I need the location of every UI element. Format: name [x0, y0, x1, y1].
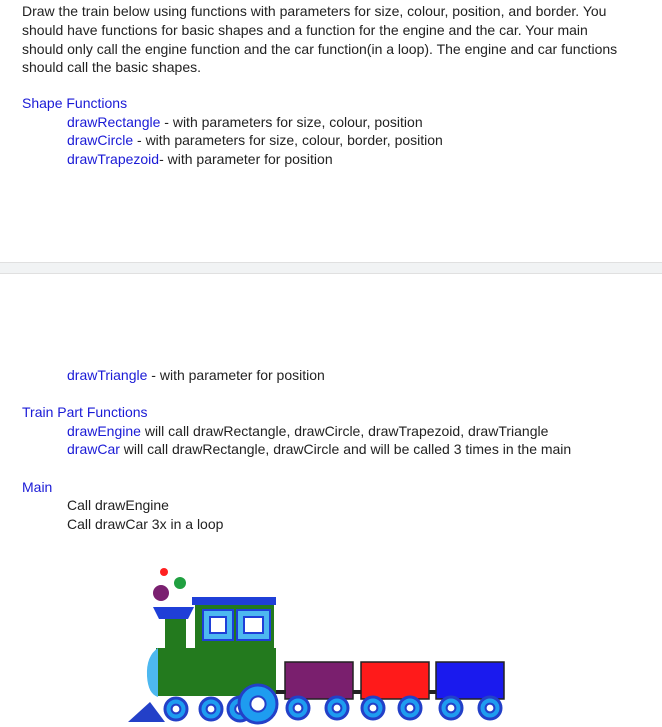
wheel-hub	[172, 705, 181, 714]
car-blue	[436, 662, 504, 699]
car-purple	[285, 662, 353, 699]
wheel-hub	[447, 704, 456, 713]
cow-catcher	[128, 702, 165, 722]
wheel-hub	[486, 704, 495, 713]
wheel-hub	[333, 704, 342, 713]
function-name: drawTrapezoid	[67, 151, 160, 167]
train-part-functions-heading: Train Part Functions	[22, 404, 148, 420]
document-page-1	[0, 0, 662, 262]
function-desc: - with parameters for size, colour, border, position	[133, 132, 443, 148]
coupling-2	[353, 690, 361, 694]
document-page-2	[0, 274, 662, 727]
wheel-hub	[369, 704, 378, 713]
wheel-hub	[294, 704, 303, 713]
smoke-puff-red	[160, 568, 168, 576]
function-name: drawCircle	[67, 132, 134, 148]
smoke-puffs	[153, 568, 186, 601]
shape-item-draw-trapezoid	[67, 150, 333, 169]
main-item-call-car: Call drawCar 3x in a loop	[67, 516, 224, 532]
cab-roof	[192, 597, 276, 605]
wheel-hub	[406, 704, 415, 713]
engine-nose	[147, 648, 158, 697]
page-break	[0, 262, 662, 274]
main-heading: Main	[22, 479, 53, 495]
cab-window-left	[210, 617, 226, 633]
smoke-puff-purple	[153, 585, 169, 601]
intro-line-2: should have functions for basic shapes and a function for the engine and the car. Your main	[22, 22, 588, 38]
train-cars	[276, 662, 504, 699]
cab-window-right	[244, 617, 263, 633]
wheel-hub	[207, 705, 216, 714]
train-illustration	[0, 274, 662, 727]
shape-functions-heading: Shape Functions	[22, 95, 128, 111]
car-red	[361, 662, 429, 699]
function-name: drawCar	[67, 441, 120, 457]
shape-item-draw-circle	[67, 131, 443, 150]
smoke-puff-green	[174, 577, 186, 589]
coupling-1	[276, 690, 286, 694]
function-name: drawTriangle	[67, 367, 148, 383]
function-desc: - with parameters for size, colour, position	[160, 114, 423, 130]
function-desc: - with parameter for position	[147, 367, 325, 383]
intro-line-1: Draw the train below using functions with parameters for size, colour, position, and border. You	[22, 3, 607, 19]
shape-item-draw-rectangle	[67, 113, 423, 132]
main-item-call-engine: Call drawEngine	[67, 497, 169, 513]
function-name: drawEngine	[67, 423, 141, 439]
funnel-top	[153, 607, 194, 619]
function-desc: - with parameter for position	[159, 151, 333, 167]
wheel-hub	[250, 696, 265, 711]
function-name: drawRectangle	[67, 114, 161, 130]
coupling-3	[429, 690, 436, 694]
intro-line-3: should only call the engine function and the car function(in a loop). The engine and car functions	[22, 41, 618, 57]
function-desc: will call drawRectangle, drawCircle and will be called 3 times in the main	[119, 441, 572, 457]
intro-line-4: should call the basic shapes.	[22, 59, 201, 75]
function-desc: will call drawRectangle, drawCircle, drawTrapezoid, drawTriangle	[140, 423, 549, 439]
funnel-stack	[165, 619, 186, 648]
